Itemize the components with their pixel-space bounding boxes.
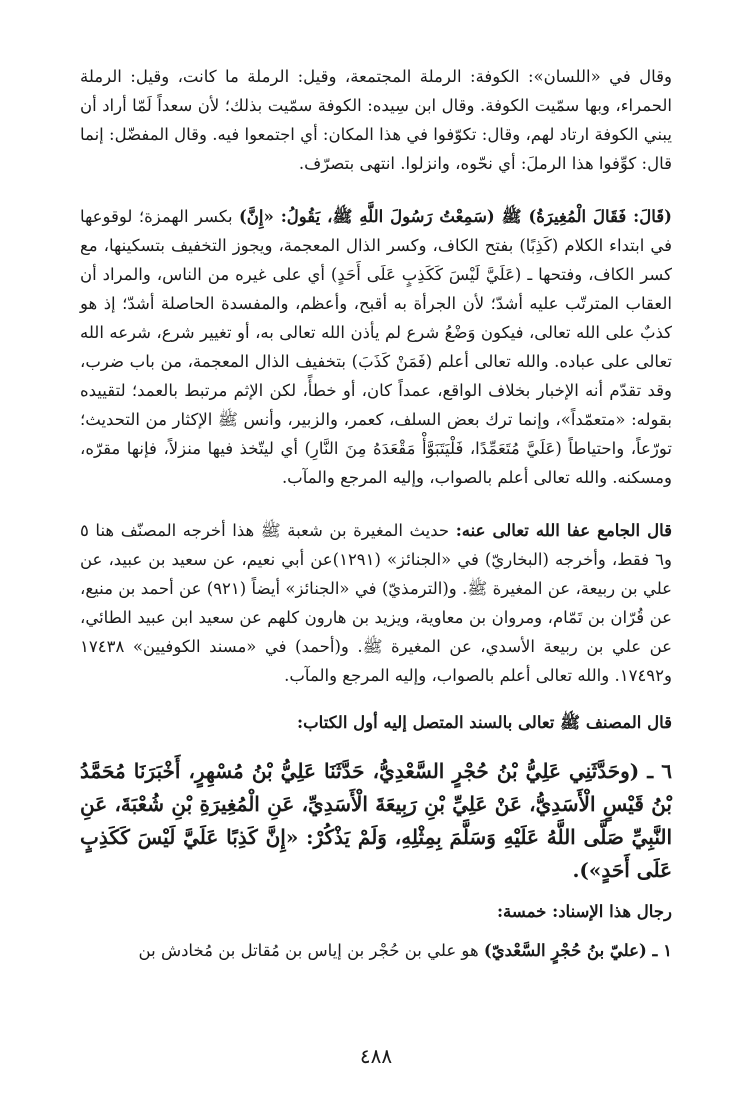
narrator-name: ١ ـ (عليّ بنُ حُجْرٍ السَّعْديّ) bbox=[483, 941, 672, 960]
commentary-line: الذال المعجمة، من باب ضرب، وقد تقدّم أنه الإخبار بخلاف الواقع، عمداً كان، أو bbox=[80, 352, 672, 400]
hadith-line: ٦ ـ (وحَدَّثَنِي عَلِيُّ بْنُ حُجْرٍ السَّعْدِيُّ، حَدَّثَنَا عَلِيُّ بْنُ مُسْهِرٍ، أَخْبَرَنَا مُحَمَّدُ بْنُ bbox=[80, 759, 672, 816]
commentary-line: بكسر الهمزة؛ لوقوعها في ابتداء الكلام (كَذِبًا) بفتح الكاف، وكسر الذال المعجمة، ويجوز التخفيف bbox=[80, 207, 673, 255]
intro-line: وقال المفضّل: إنما قال: كوِّفوا هذا الرملَ: أي نحّوه، وانزلوا. انتهى بتصرّف. bbox=[80, 125, 672, 173]
jami-line: ابن عبيد الطائي، عن علي بن ربيعة الأسدي، عن المغيرة ﷺ. و(أحمد) في «مسند bbox=[80, 608, 672, 656]
hadith-line: اللَّهُ عَلَيْهِ وَسَلَّمَ بِمِثْلِهِ، وَلَمْ يَذْكُرْ: «إِنَّ كَذِبًا عَلَيَّ لَيْسَ كَكَذِبٍ عَلَى أَحَدٍ»). bbox=[80, 825, 672, 882]
hadith-text bbox=[80, 755, 672, 887]
intro-paragraph bbox=[80, 62, 672, 178]
musannif-heading: قال المصنف ﷺ تعالى بالسند المتصل إليه أول الكتاب: bbox=[297, 713, 672, 732]
commentary-line: مَقْعَدَهُ مِنَ النَّارِ) أي ليتّخذ فيها منزلاً، فإنها مقرّه، ومسكنه. والله تعالى أعلم bbox=[80, 439, 672, 487]
jami-line: هنا ٥ و٦ فقط، وأخرجه (البخاريّ) في «الجنائز» (١٢٩١)عن أبي نعيم، عن سعيد بن bbox=[80, 521, 672, 569]
page-number: ٤٨٨ bbox=[359, 1044, 393, 1068]
commentary-line: بتسكينها، مع كسر الكاف، وفتحها ـ (عَلَيَّ لَيْسَ كَكَذِبٍ عَلَى أَحَدٍ) أي على غيره من bbox=[80, 236, 672, 284]
jami-paragraph bbox=[80, 516, 672, 690]
jami-label: قال الجامع عفا الله تعالى عنه: bbox=[455, 521, 673, 540]
commentary-paragraph bbox=[80, 202, 672, 492]
intro-line: وقال في «اللسان»: الكوفة: الرملة المجتمعة، وقيل: الرملة ما كانت، وقيل: bbox=[130, 67, 672, 86]
jami-line: عبيد، عن علي بن ربيعة، عن المغيرة ﷺ. و(الترمذيّ) في «الجنائز» أيضاً (٩٢١) عن bbox=[80, 550, 673, 598]
narrator-text: هو علي بن حُجْر بن إياس بن مُقاتل بن مُخادش بن bbox=[138, 941, 479, 960]
jami-line: أحمد بن منيع، عن قُرّان بن تَمّام، ومروان بن معاوية، ويزيد بن هارون كلهم عن سعيد bbox=[80, 579, 672, 627]
commentary-line: خطأً، لكن الإثم مرتبط بالعمد؛ لتقييده بقوله: «متعمّداً»، وإنما ترك بعض السلف، bbox=[80, 381, 673, 429]
hadith-line: قَيْسٍ الْأَسَدِيُّ، عَنْ عَلِيِّ بْنِ رَبِيعَةَ الْأَسَدِيِّ، عَنِ الْمُغِيرَةِ بْنِ شُعْبَةَ، عَنِ النَّبِيِّ صَلَّى bbox=[80, 792, 672, 849]
commentary-line: الحاصلة أشدّ؛ إذ هو كذبٌ على الله تعالى، فيكون وَضْعُ شرع لم يأذن الله تعالى به، bbox=[80, 294, 672, 342]
jami-line: حديث المغيرة بن شعبة ﷺ هذا أخرجه المصنّف bbox=[120, 521, 450, 540]
first-narrator-paragraph bbox=[80, 936, 672, 965]
commentary-line: كعمر، والزبير، وأنس ﷺ الإكثار من التحديث؛ تورّعاً، واحتياطاً (عَلَيَّ مُتَعَمِّدًا، فَلْيَتَبَوَّأْ bbox=[80, 410, 672, 458]
commentary-line: بالصواب، وإليه المرجع والمآب. bbox=[281, 468, 493, 487]
jami-line: الكوفيين» ١٧٤٣٨ و١٧٤٩٢. والله تعالى أعلم بالصواب، وإليه المرجع والمآب. bbox=[80, 637, 672, 685]
commentary-lead: (قَالَ: فَقَالَ الْمُغِيرَةُ) ﷺ (سَمِعْتُ رَسُولَ اللَّهِ ﷺ، يَقُولُ: «إِنَّ) bbox=[238, 207, 672, 226]
rijal-heading: رجال هذا الإسناد: خمسة: bbox=[496, 902, 672, 921]
intro-line: الرملة الحمراء، وبها سمّيت الكوفة. وقال ابن سِيده: الكوفة سمّيت بذلك؛ لأن سعداً bbox=[80, 67, 672, 115]
commentary-line: الناس، والمراد أن العقاب المترتّب عليه أشدّ؛ لأن الجرأة به أقبح، وأعظم، والمفسدة bbox=[80, 265, 672, 313]
intro-line: لَمّا أراد أن يبني الكوفة ارتاد لهم، وقال: تكوّفوا في هذا المكان: أي اجتمعوا فيه. bbox=[80, 96, 673, 144]
commentary-line: أو تغيير شرع، شرعه الله تعالى على عباده. والله تعالى أعلم (فَمَنْ كَذَبَ) بتخفيف bbox=[80, 323, 672, 371]
page-content bbox=[80, 62, 672, 965]
